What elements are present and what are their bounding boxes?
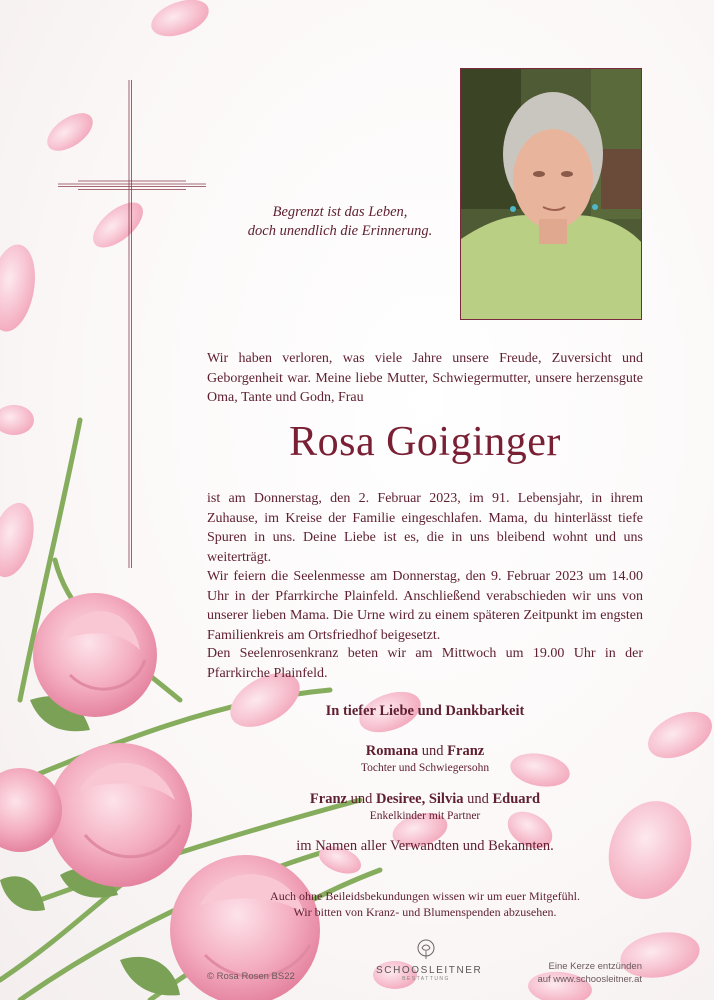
mourner-name: Franz	[309, 791, 347, 807]
memorial-quote	[240, 203, 440, 241]
candle-line-1: Eine Kerze entzünden	[548, 961, 642, 972]
quote-line-2: doch unendlich die Erinnerung.	[247, 223, 433, 239]
light-candle-link[interactable]	[520, 960, 642, 986]
portrait-image	[461, 69, 642, 320]
mourner-conjunction: und	[467, 791, 489, 807]
condolence-note-line-2: Wir bitten von Kranz- und Blumenspenden abzusehen.	[293, 905, 557, 919]
condolence-note-line-1: Auch ohne Beileidsbekundungen wissen wir um euer Mitgefühl.	[270, 889, 580, 903]
paragraph-rosary: Den Seelenrosenkranz beten wir am Mittwoch um 19.00 Uhr in der Pfarrkirche Plainfeld.	[207, 646, 643, 681]
mourner-name: Desiree, Silvia	[375, 791, 464, 807]
mourner-conjunction: und	[421, 743, 444, 759]
mourners-closing: im Namen aller Verwandten und Bekannten.	[296, 838, 554, 854]
logo-subtitle: BESTATTUNG	[402, 976, 450, 982]
mourner-name: Franz	[447, 743, 485, 759]
mourner-relation-2: Enkelkinder mit Partner	[369, 810, 481, 822]
mourner-relation-1: Tochter und Schwiegersohn	[360, 762, 490, 774]
mourner-group-2	[207, 791, 643, 808]
funeral-home-logo	[376, 938, 483, 982]
quote-line-1: Begrenzt ist das Leben,	[272, 204, 408, 220]
image-copyright: © Rosa Rosen BS22	[207, 971, 295, 982]
cross-icon	[58, 80, 208, 570]
mourner-group-1	[207, 743, 643, 760]
paragraph-passing: ist am Donnerstag, den 2. Februar 2023, im 91. Lebensjahr, in ihrem Zuhause, im Kreise der Familie eingeschlafen. Mama, du hinterlässt tiefe Spuren in uns. Deine Liebe ist es, die in uns bleibend wohnt und uns weiterträgt.	[207, 491, 643, 565]
logo-name: SCHOOSLEITNER	[376, 965, 483, 976]
candle-line-2: auf www.schoosleitner.at	[537, 974, 642, 985]
deceased-name: Rosa Goiginger	[289, 419, 561, 465]
paragraph-funeral: Wir feiern die Seelenmesse am Donnerstag, den 9. Februar 2023 um 14.00 Uhr in der Pfarrkirche Plainfeld. Anschließend verabschieden wir uns von unserer lieben Mama. Die Urne wird zu einem späteren Zeitpunkt im engsten Familienkreis am Ortsfriedhof beigesetzt.	[207, 569, 643, 643]
mourner-name: Eduard	[492, 791, 541, 807]
portrait-photo	[460, 68, 642, 320]
mourners-heading: In tiefer Liebe und Dankbarkeit	[325, 703, 525, 719]
rose-logo-icon	[416, 938, 436, 960]
mourner-name: Romana	[365, 743, 419, 759]
intro-paragraph: Wir haben verloren, was viele Jahre unsere Freude, Zuversicht und Geborgenheit war. Meine liebe Mutter, Schwiegermutter, unsere herzensgute Oma, Tante und Godn, Frau	[207, 351, 643, 405]
mourner-conjunction: und	[350, 791, 373, 807]
